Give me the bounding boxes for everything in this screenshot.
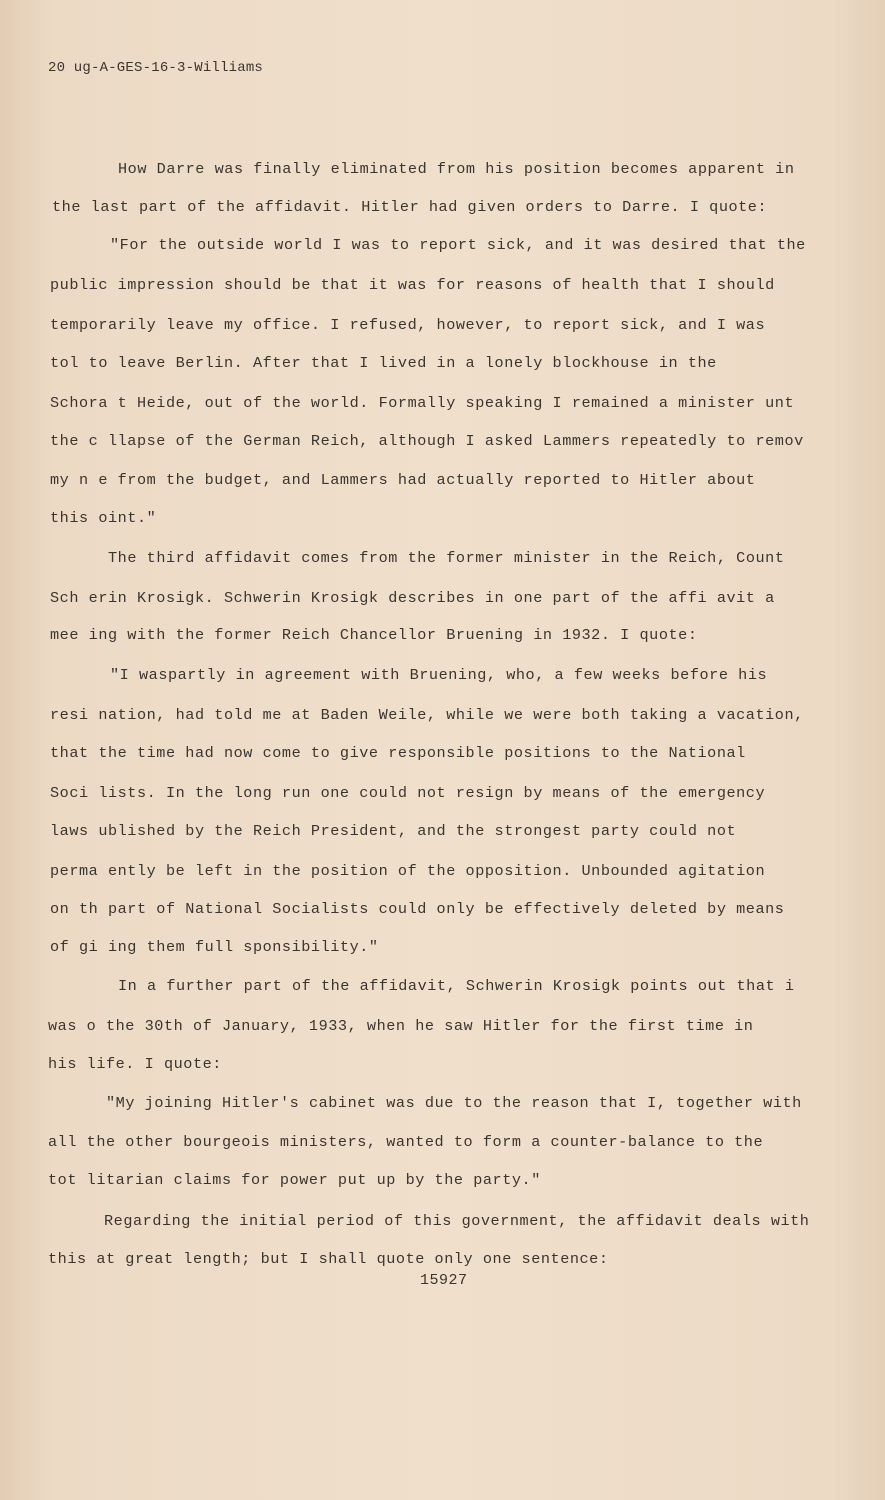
text-line: his life. I quote: bbox=[48, 1055, 222, 1073]
text-line: of gi ing them full sponsibility." bbox=[50, 938, 379, 956]
text-line: temporarily leave my office. I refused, however, to report sick, and I was bbox=[50, 316, 766, 334]
text-line: laws ublished by the Reich President, and the strongest party could not bbox=[50, 822, 737, 840]
text-line: mee ing with the former Reich Chancellor Bruening in 1932. I quote: bbox=[50, 626, 698, 644]
text-line: public impression should be that it was for reasons of health that I should bbox=[50, 276, 775, 294]
page-number: 15927 bbox=[420, 1272, 468, 1289]
text-line: this oint." bbox=[50, 509, 157, 527]
text-line: Regarding the initial period of this government, the affidavit deals with bbox=[104, 1212, 810, 1230]
text-line: that the time had now come to give responsible positions to the National bbox=[50, 744, 746, 762]
text-line: perma ently be left in the position of the opposition. Unbounded agitation bbox=[50, 862, 766, 880]
text-line: "For the outside world I was to report sick, and it was desired that the bbox=[110, 236, 806, 254]
text-line: "My joining Hitler's cabinet was due to the reason that I, together with bbox=[106, 1094, 802, 1112]
text-line: tot litarian claims for power put up by the party." bbox=[48, 1171, 541, 1189]
text-line: was o the 30th of January, 1933, when he saw Hitler for the first time in bbox=[48, 1017, 754, 1035]
text-line: the last part of the affidavit. Hitler had given orders to Darre. I quote: bbox=[52, 198, 768, 216]
text-line: Soci lists. In the long run one could not resign by means of the emergency bbox=[50, 784, 766, 802]
text-line: this at great length; but I shall quote only one sentence: bbox=[48, 1250, 609, 1268]
text-line: all the other bourgeois ministers, wanted to form a counter-balance to the bbox=[48, 1133, 764, 1151]
text-line: In a further part of the affidavit, Schwerin Krosigk points out that i bbox=[118, 977, 795, 995]
text-line: Schora t Heide, out of the world. Formally speaking I remained a minister unt bbox=[50, 394, 795, 412]
text-line: the c llapse of the German Reich, although I asked Lammers repeatedly to remov bbox=[50, 432, 804, 450]
text-line: How Darre was finally eliminated from his position becomes apparent in bbox=[118, 160, 795, 178]
text-line: Sch erin Krosigk. Schwerin Krosigk describes in one part of the affi avit a bbox=[50, 589, 775, 607]
text-line: tol to leave Berlin. After that I lived in a lonely blockhouse in the bbox=[50, 354, 717, 372]
text-line: my n e from the budget, and Lammers had actually reported to Hitler about bbox=[50, 471, 756, 489]
document-header: 20 ug-A-GES-16-3-Williams bbox=[48, 60, 264, 76]
text-line: resi nation, had told me at Baden Weile, while we were both taking a vacation, bbox=[50, 706, 804, 724]
text-line: "I waspartly in agreement with Bruening, who, a few weeks before his bbox=[110, 666, 768, 684]
text-line: on th part of National Socialists could only be effectively deleted by means bbox=[50, 900, 785, 918]
text-line: The third affidavit comes from the former minister in the Reich, Count bbox=[108, 549, 785, 567]
